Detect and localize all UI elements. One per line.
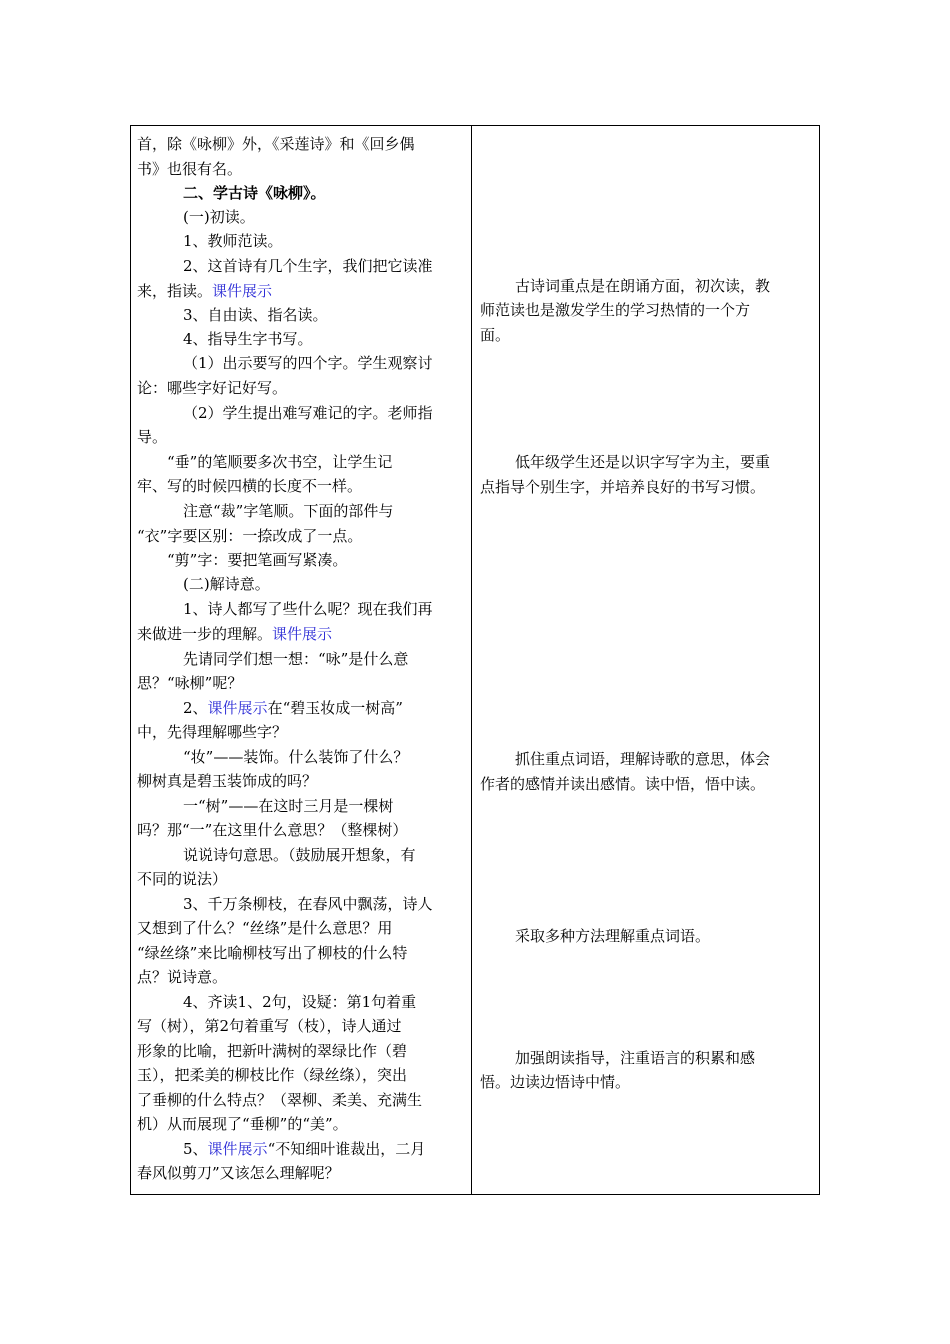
- process-line: [137, 1016, 467, 1036]
- process-line: [137, 403, 513, 423]
- line-text: 二、学古诗《咏柳》。: [183, 184, 326, 202]
- line-text: 4、齐读1、2句，设疑：第1句着重: [183, 993, 417, 1011]
- line-text: “不知细叶谁裁出，二月: [267, 1140, 426, 1158]
- process-line: [137, 1139, 513, 1159]
- intent-line: [480, 1072, 816, 1092]
- line-text: 2、这首诗有几个生字，我们把它读准: [183, 257, 433, 275]
- intent-line: [480, 300, 816, 320]
- line-text: 加强朗读指导，注重语言的积累和感: [515, 1049, 756, 1067]
- process-line: [137, 256, 513, 276]
- line-text: 悟。边读边悟诗中情。: [480, 1073, 631, 1091]
- process-line: [137, 183, 513, 203]
- line-text: 书》也很有名。: [137, 160, 243, 178]
- lesson-plan-table: [130, 125, 820, 1195]
- line-text: 点指导个别生字，并培养良好的书写习惯。: [480, 478, 766, 496]
- process-line: [137, 698, 513, 718]
- line-text: 首，除《咏柳》外，《采莲诗》和《回乡偶: [137, 135, 415, 153]
- process-line: [137, 918, 467, 938]
- line-text: 吗？那“一”在这里什么意思？（整棵树）: [137, 821, 408, 839]
- courseware-link[interactable]: 课件展示: [207, 699, 268, 717]
- process-line: [137, 992, 513, 1012]
- line-text: 机）从而展现了“垂柳”的“美”。: [137, 1115, 348, 1133]
- process-line: [137, 159, 467, 179]
- courseware-link[interactable]: 课件展示: [272, 625, 333, 643]
- line-text: 低年级学生还是以识字写字为主，要重: [515, 453, 771, 471]
- process-line: [137, 1114, 467, 1134]
- process-line: [137, 599, 513, 619]
- courseware-link[interactable]: 课件展示: [212, 282, 273, 300]
- line-text: 古诗词重点是在朗诵方面，初次读，教: [515, 277, 771, 295]
- process-line: [137, 231, 513, 251]
- process-line: [137, 574, 513, 594]
- line-text: “绿丝绦”来比喻柳枝写出了柳枝的什么特: [137, 944, 408, 962]
- intent-line: [480, 477, 816, 497]
- process-line: [137, 378, 467, 398]
- process-line: [137, 305, 513, 325]
- process-line: [137, 967, 467, 987]
- process-line: [137, 673, 467, 693]
- line-text: “妆”——装饰。什么装饰了什么？: [183, 748, 409, 766]
- process-line: [137, 281, 467, 301]
- line-text: 点？说诗意。: [137, 968, 228, 986]
- process-line: [137, 845, 513, 865]
- line-text: 采取多种方法理解重点词语。: [515, 927, 711, 945]
- line-text: 师范读也是激发学生的学习热情的一个方: [480, 301, 751, 319]
- process-line: [137, 796, 513, 816]
- line-text: 2、: [183, 699, 208, 717]
- line-text: “剪”字：要把笔画写紧凑。: [167, 551, 348, 569]
- intent-line: [480, 325, 816, 345]
- process-line: [137, 894, 513, 914]
- process-line: [137, 820, 467, 840]
- line-text: 写（树），第2句着重写（枝），诗人通过: [137, 1017, 402, 1035]
- process-line: [137, 771, 467, 791]
- line-text: 形象的比喻，把新叶满树的翠绿比作（碧: [137, 1042, 408, 1060]
- process-line: [137, 1163, 467, 1183]
- process-line: [137, 1065, 467, 1085]
- line-text: 导。: [137, 428, 168, 446]
- line-text: 了垂柳的什么特点？（翠柳、柔美、充满生: [137, 1091, 423, 1109]
- line-text: “垂”的笔顺要多次书空，让学生记: [167, 453, 393, 471]
- line-text: 1、教师范读。: [183, 232, 283, 250]
- process-line: [137, 207, 513, 227]
- line-text: 中，先得理解哪些字？: [137, 723, 288, 741]
- process-line: [137, 943, 467, 963]
- line-text: 3、自由读、指名读。: [183, 306, 328, 324]
- intent-line: [480, 452, 851, 472]
- line-text: 一“树”——在这时三月是一棵树: [183, 797, 394, 815]
- intent-line: [480, 276, 851, 296]
- process-line: [137, 134, 467, 154]
- line-text: 春风似剪刀”又该怎么理解呢？: [137, 1164, 340, 1182]
- process-line: [137, 1090, 467, 1110]
- intent-line: [480, 774, 816, 794]
- process-line: [137, 747, 513, 767]
- line-text: 又想到了什么？“丝绦”是什么意思？用: [137, 919, 393, 937]
- line-text: (二)解诗意。: [183, 575, 270, 593]
- line-text: “衣”字要区别：一捺改成了一点。: [137, 527, 363, 545]
- line-text: 1、诗人都写了些什么呢？现在我们再: [183, 600, 433, 618]
- courseware-link[interactable]: 课件展示: [207, 1140, 268, 1158]
- line-text: (一)初读。: [183, 208, 255, 226]
- process-line: [137, 427, 467, 447]
- line-text: 玉），把柔美的柳枝比作（绿丝绦），突出: [137, 1066, 408, 1084]
- line-text: 说说诗句意思。（鼓励展开想象，有: [183, 846, 416, 864]
- intent-line: [480, 749, 851, 769]
- line-text: （1）出示要写的四个字。学生观察讨: [183, 354, 433, 372]
- line-text: 来，指读。: [137, 282, 213, 300]
- process-line: [137, 452, 497, 472]
- process-line: [137, 476, 467, 496]
- line-text: 注意“裁”字笔顺。下面的部件与: [183, 502, 394, 520]
- process-line: [137, 501, 513, 521]
- line-text: 作者的感情并读出感情。读中悟，悟中读。: [480, 775, 766, 793]
- line-text: 牢、写的时候四横的长度不一样。: [137, 477, 363, 495]
- process-line: [137, 526, 467, 546]
- process-line: [137, 722, 467, 742]
- intent-line: [480, 1048, 851, 1068]
- line-text: 面。: [480, 326, 511, 344]
- line-text: 抓住重点词语，理解诗歌的意思，体会: [515, 750, 771, 768]
- process-line: [137, 550, 497, 570]
- process-line: [137, 329, 513, 349]
- process-line: [137, 869, 467, 889]
- intent-line: [480, 926, 851, 946]
- process-line: [137, 1041, 467, 1061]
- line-text: 4、指导生字书写。: [183, 330, 313, 348]
- line-text: （2）学生提出难写难记的字。老师指: [183, 404, 433, 422]
- process-line: [137, 353, 513, 373]
- line-text: 3、千万条柳枝，在春风中飘荡，诗人: [183, 895, 433, 913]
- line-text: 先请同学们想一想：“咏”是什么意: [183, 650, 409, 668]
- line-text: 柳树真是碧玉装饰成的吗？: [137, 772, 318, 790]
- line-text: 来做进一步的理解。: [137, 625, 273, 643]
- line-text: 不同的说法）: [137, 870, 228, 888]
- line-text: 在“碧玉妆成一树高”: [267, 699, 403, 717]
- process-line: [137, 624, 467, 644]
- process-line: [137, 649, 513, 669]
- line-text: 论：哪些字好记好写。: [137, 379, 288, 397]
- line-text: 思？“咏柳”呢？: [137, 674, 243, 692]
- line-text: 5、: [183, 1140, 208, 1158]
